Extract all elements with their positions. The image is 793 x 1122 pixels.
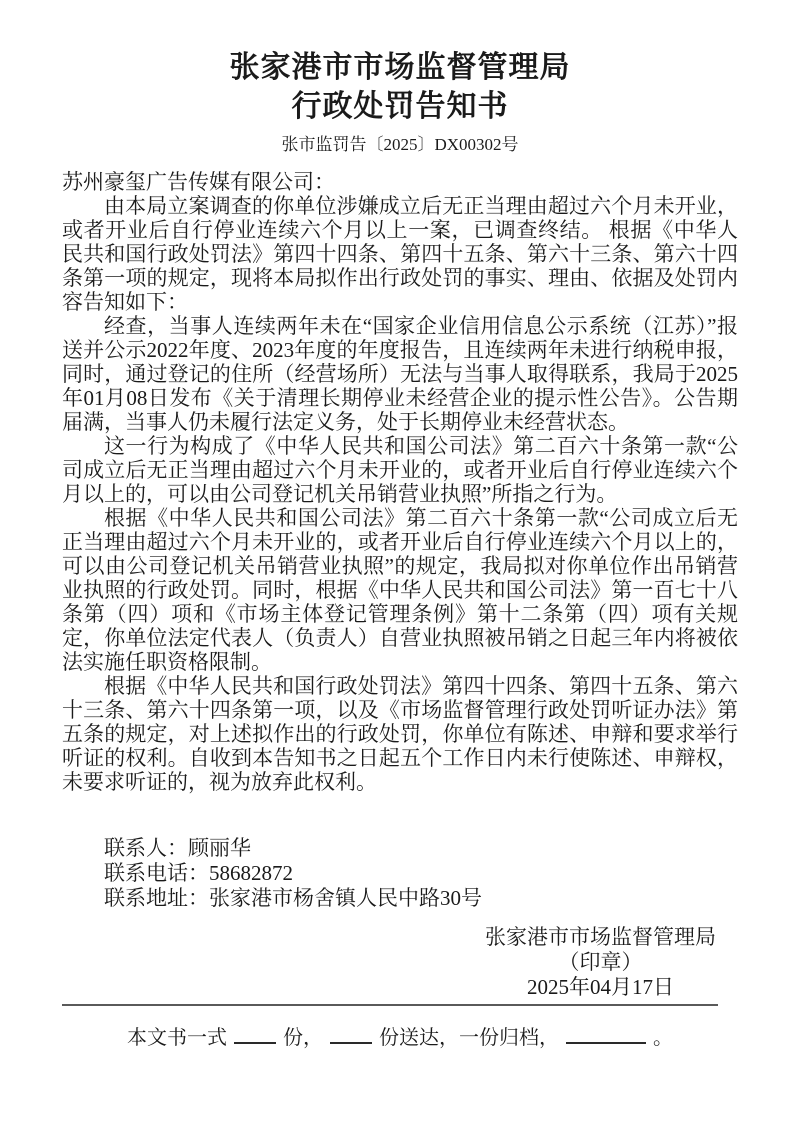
contact-person-label: 联系人： (104, 836, 188, 860)
contact-person-value: 顾丽华 (188, 836, 251, 860)
footer-segment-copies: 本文书一式 (127, 1027, 227, 1049)
contact-address-label: 联系地址： (104, 886, 209, 910)
body-paragraph: 这一行为构成了《中华人民共和国公司法》第二百六十条第一款“公司成立后无正当理由超过六个月未开业的，或者开业后自行停业连续六个月以上的，可以由公司登记机关吊销营业执照”所指之行为。 (62, 434, 738, 506)
contact-phone-row (62, 861, 738, 886)
separator-rule (62, 1004, 718, 1006)
signature-date: 2025年04月17日 (527, 975, 674, 999)
signature-agency: 张家港市市场监督管理局 (485, 925, 716, 949)
signature-block (485, 925, 716, 1000)
contact-person-row (62, 836, 738, 861)
contact-address-row (62, 886, 738, 911)
body-paragraph: 根据《中华人民共和国公司法》第二百六十条第一款“公司成立后无正当理由超过六个月未开业的，或者开业后自行停业连续六个月以上的，可以由公司登记机关吊销营业执照”的规定，我局拟对你单位作出吊销营业执照的行政处罚。同时，根据《中华人民共和国公司法》第一百七十八条第（四）项和《市场主体登记管理条例》第十二条第（四）项有关规定，你单位法定代表人（负责人）自营业执照被吊销之日起三年内将被依法实施任职资格限制。 (62, 506, 738, 674)
fill-in-blank-serve-count (330, 1024, 372, 1044)
body-paragraphs (62, 194, 738, 794)
footer-copies-line (62, 1024, 738, 1051)
contact-address-value: 张家港市杨舍镇人民中路30号 (209, 886, 482, 910)
contact-block (62, 836, 738, 911)
document-title: 行政处罚告知书 (291, 90, 509, 123)
contact-phone-label: 联系电话： (104, 861, 209, 885)
footer-segment-unit: 份， (283, 1027, 323, 1049)
document-header (62, 48, 738, 155)
document-body (62, 170, 738, 794)
body-paragraph: 根据《中华人民共和国行政处罚法》第四十四条、第四十五条、第六十三条、第六十四条第一项，以及《市场监督管理行政处罚听证办法》第五条的规定，对上述拟作出的行政处罚，你单位有陈述、申辩和要求举行听证的权利。自收到本告知书之日起五个工作日内未行使陈述、申辩权，未要求听证的，视为放弃此权利。 (62, 674, 738, 794)
footer-segment-serve: 份送达，一份归档， (379, 1027, 559, 1049)
body-paragraph: 由本局立案调查的你单位涉嫌成立后无正当理由超过六个月未开业，或者开业后自行停业连续六个月以上一案，已调查终结。 根据《中华人民共和国行政处罚法》第四十四条、第四十五条、第六十三条、第六十四条第一项的规定，现将本局拟作出行政处罚的事实、理由、依据及处罚内容告知如下： (62, 194, 738, 314)
fill-in-blank-other (566, 1024, 646, 1044)
body-paragraph: 经查，当事人连续两年未在“国家企业信用信息公示系统（江苏）”报送并公示2022年度、2023年度的年度报告，且连续两年未进行纳税申报，同时，通过登记的住所（经营场所）无法与当事人取得联系，我局于2025年01月08日发布《关于清理长期停业未经营企业的提示性公告》。公告期届满，当事人仍未履行法定义务，处于长期停业未经营状态。 (62, 314, 738, 434)
contact-phone-value: 58682872 (209, 861, 293, 885)
agency-title: 张家港市市场监督管理局 (229, 51, 571, 84)
footer-segment-end: 。 (653, 1027, 673, 1049)
signature-seal-note: （印章） (558, 950, 643, 974)
recipient-line: 苏州豪玺广告传媒有限公司： (62, 170, 335, 194)
fill-in-blank-copies (234, 1024, 276, 1044)
document-number: 张市监罚告〔2025〕DX00302号 (281, 135, 519, 154)
